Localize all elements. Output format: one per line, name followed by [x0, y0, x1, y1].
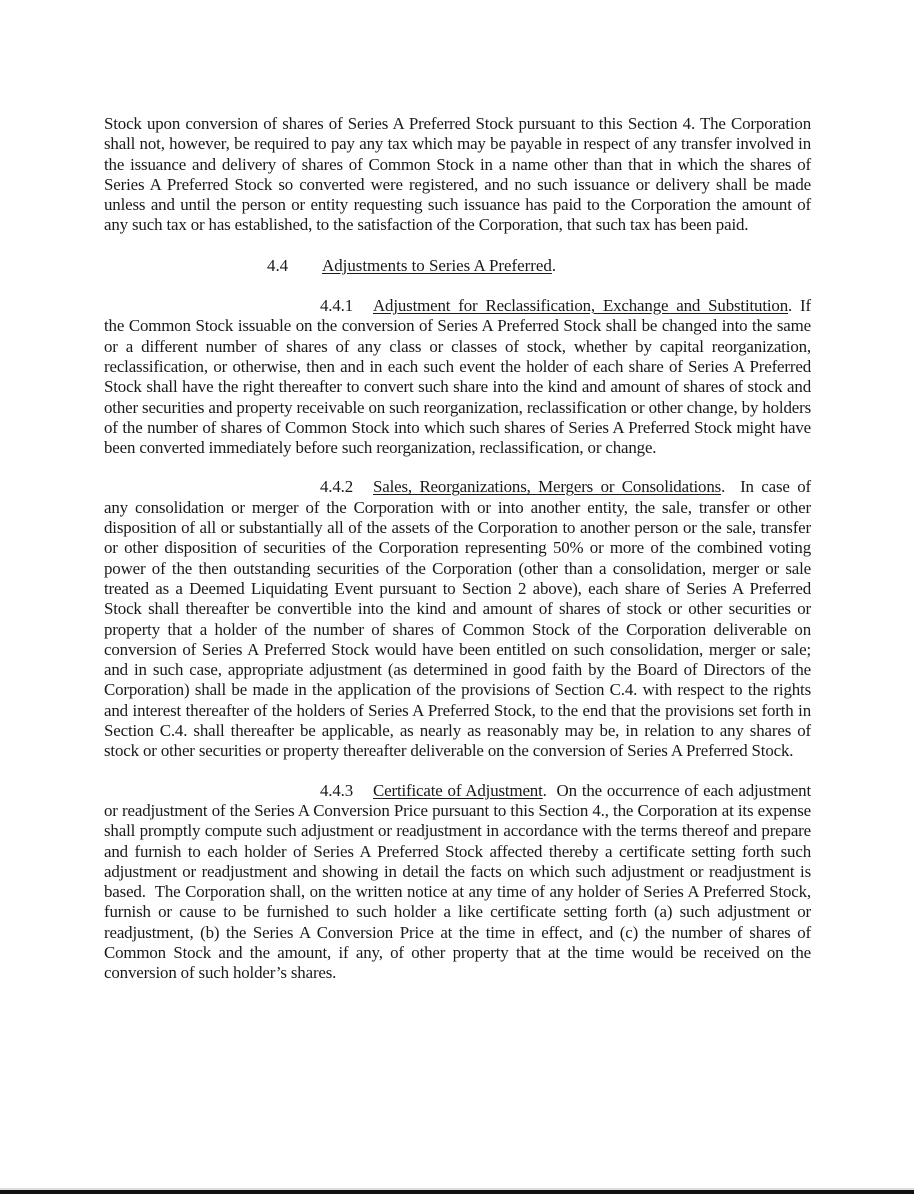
section-number: 4.4.2	[320, 477, 354, 497]
section-title-period: .	[788, 296, 793, 316]
section-4-4-3	[104, 780, 816, 984]
spacer	[104, 276, 811, 296]
section-title: Sales, Reorganizations, Mergers or Consolidations	[373, 477, 722, 497]
section-number: 4.4.3	[320, 780, 354, 800]
section-body: On the occurrence of each adjustment or readjustment of the Series A Conversion Price pursuant to this Section 4., the Corporation at its expense shall promptly compute such adjustment or readjustment in accordance with the terms thereof and prepare and furnish to each holder of Series A Preferred Stock affected thereby a certificate setting forth such adjustment or readjustment and showing in detail the facts on which such adjustment or readjustment is based. The Corporation shall, on the written notice at any time of any holder of Series A Preferred Stock, furnish or cause to be furnished to such holder a like certificate setting forth (a) such adjustment or readjustment, (b) the Series A Conversion Price at the time in effect, and (c) the number of shares of Common Stock and the amount, if any, of other property that at the time would be received on the conversion of such holder’s shares.	[104, 780, 816, 983]
section-title-period: .	[721, 477, 726, 497]
spacer	[104, 236, 811, 256]
section-title: Adjustments to Series A Preferred	[322, 255, 552, 275]
section-number: 4.4.1	[320, 296, 354, 316]
section-title-period: .	[542, 780, 547, 800]
section-4-4-1	[104, 296, 811, 458]
section-4-4-2	[104, 477, 816, 761]
document-page	[104, 114, 816, 984]
scan-bottom-edge	[0, 1190, 914, 1194]
spacer	[104, 762, 811, 781]
section-body: In case of any consolidation or merger of the Corporation with or into another entity, the sale, transfer or other disposition of all or substantially all of the assets of the Corporation to another person or the sale, transfer or other disposition of securities of the Corporation representing 50% or more of the combined voting power of the then outstanding securities of the Corporation (other than a consolidation, merger or sale treated as a Deemed Liquidating Event pursuant to Section 2 above), each share of Series A Preferred Stock shall thereafter be convertible into the kind and amount of shares of stock or other securities or property that a holder of the number of shares of Common Stock of the Corporation deliverable on conversion of Series A Preferred Stock would have been entitled on such consolidation, merger or sale; and in such case, appropriate adjustment (as determined in good faith by the Board of Directors of the Corporation) shall be made in the application of the provisions of Section C.4. with respect to the rights and interest thereafter of the holders of Series A Preferred Stock, to the end that the provisions set forth in Section C.4. shall thereafter be applicable, as nearly as reasonably may be, in relation to any shares of stock or other securities or property thereafter deliverable on the conversion of Series A Preferred Stock.	[104, 477, 816, 761]
section-4-4-heading	[104, 256, 811, 276]
section-title: Adjustment for Reclassification, Exchange and Substitution	[373, 296, 789, 316]
intro-paragraph: Stock upon conversion of shares of Series A Preferred Stock pursuant to this Section 4. The Corporation shall not, however, be required to pay any tax which may be payable in respect of any transfer involved in the issuance and delivery of shares of Common Stock in a name other than that in which the shares of Series A Preferred Stock so converted were registered, and no such issuance or delivery shall be made unless and until the person or entity requesting such issuance has paid to the Corporation the amount of any such tax or has established, to the satisfaction of the Corporation, that such tax has been paid.	[104, 114, 811, 235]
spacer	[104, 458, 811, 477]
section-title: Certificate of Adjustment	[373, 780, 543, 800]
section-number: 4.4	[267, 255, 289, 275]
section-title-period: .	[551, 255, 557, 275]
section-body: If the Common Stock issuable on the conversion of Series A Preferred Stock shall be changed into the same or a different number of shares of any class or classes of stock, whether by capital reorganization, reclassification, or otherwise, then and in each such event the holder of each share of Series A Preferred Stock shall have the right thereafter to convert such share into the kind and amount of shares of stock and other securities and property receivable on such reorganization, reclassification or other change, by holders of the number of shares of Common Stock into which such shares of Series A Preferred Stock might have been converted immediately before such reorganization, reclassification, or change.	[104, 296, 812, 458]
